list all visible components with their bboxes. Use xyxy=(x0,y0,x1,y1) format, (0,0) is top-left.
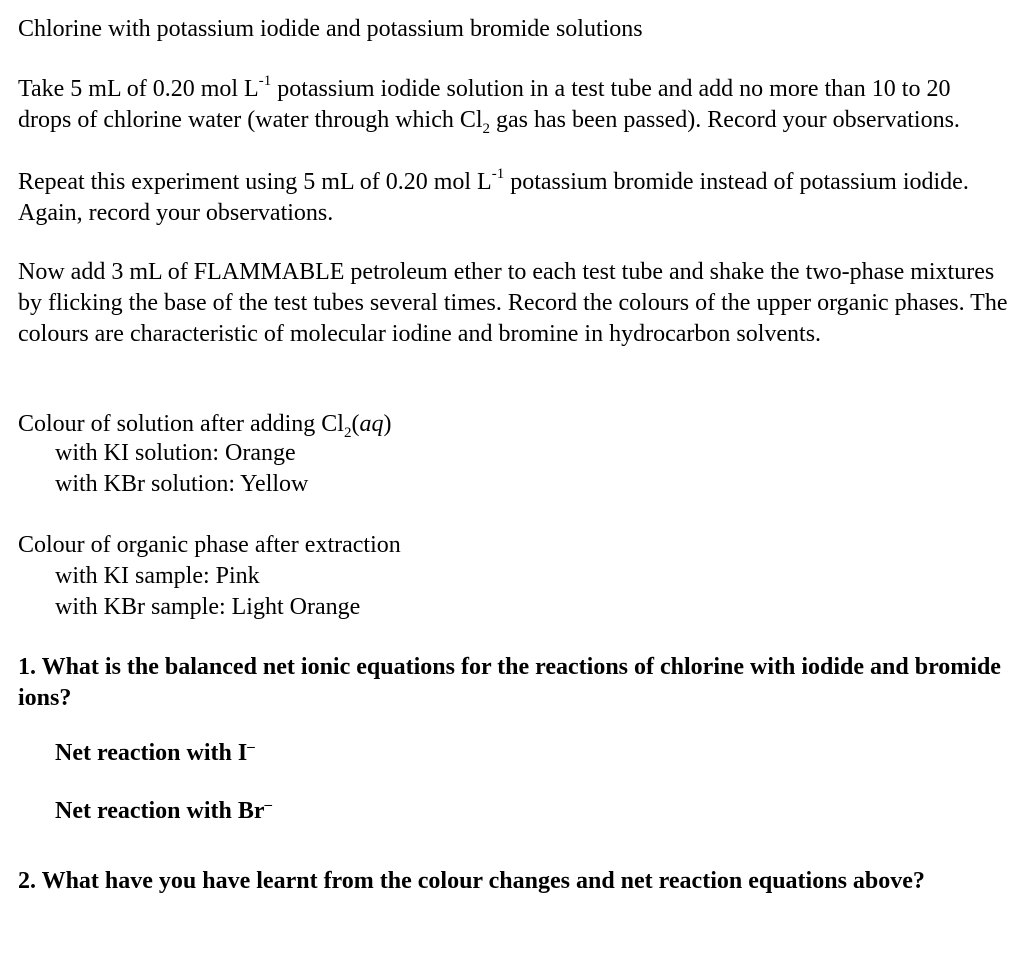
procedure-paragraph-3: Now add 3 mL of FLAMMABLE petroleum ether to each test tube and shake the two-phase mixtures by flicking the base of the test tubes several times. Record the colours of the upper organic phases. The colours are characteristic of molecular iodine and bromine in hydrocarbon solvents. xyxy=(18,259,1008,347)
observation-organic-phase xyxy=(18,530,1008,623)
observation-ki: with KI solution: Orange xyxy=(55,440,296,466)
subscript: 2 xyxy=(482,120,491,137)
document-title: Chlorine with potassium iodide and potassium bromide solutions xyxy=(18,16,643,42)
subscript: 2 xyxy=(343,424,352,441)
heading-text: ) xyxy=(383,411,392,437)
net-reaction-bromide xyxy=(18,796,1024,830)
superscript: -1 xyxy=(491,166,505,182)
procedure-text: Take 5 mL of 0.20 mol L xyxy=(18,76,259,102)
procedure-text: Repeat this experiment using 5 mL of 0.20 mol L xyxy=(18,169,492,195)
net-reaction-label: Net reaction with Br xyxy=(55,798,265,824)
heading-text: Colour of solution after adding Cl xyxy=(18,411,344,437)
observation-solution-colour xyxy=(18,409,1008,500)
observation-kbr: with KBr sample: Light Orange xyxy=(55,594,361,620)
question-1: 1. What is the balanced net ionic equations for the reactions of chlorine with iodide and bromide ions? xyxy=(18,654,1001,711)
minus-superscript: – xyxy=(264,797,273,813)
net-reaction-iodide xyxy=(18,738,1024,772)
observation-ki: with KI sample: Pink xyxy=(55,563,260,589)
minus-superscript: – xyxy=(247,739,255,755)
question-2: 2. What have you have learnt from the colour changes and net reaction equations above? xyxy=(18,868,925,894)
procedure-text: potassium bromide instead of potassium iodide. Again, record your observations. xyxy=(18,169,969,226)
procedure-paragraph-1 xyxy=(18,74,1008,136)
observation-heading: Colour of organic phase after extraction xyxy=(18,532,401,558)
procedure-text: potassium iodide solution in a test tube and add no more than 10 to 20 drops of chlorine water (water through which Cl xyxy=(18,76,951,133)
observation-heading xyxy=(18,409,1008,440)
heading-text: ( xyxy=(351,411,360,437)
procedure-paragraph-2 xyxy=(18,167,1008,229)
superscript: -1 xyxy=(258,73,272,89)
observation-kbr: with KBr solution: Yellow xyxy=(55,471,309,497)
heading-italic: aq xyxy=(359,411,384,437)
procedure-text: gas has been passed). Record your observations. xyxy=(490,107,960,133)
net-reaction-label: Net reaction with I xyxy=(55,740,248,766)
